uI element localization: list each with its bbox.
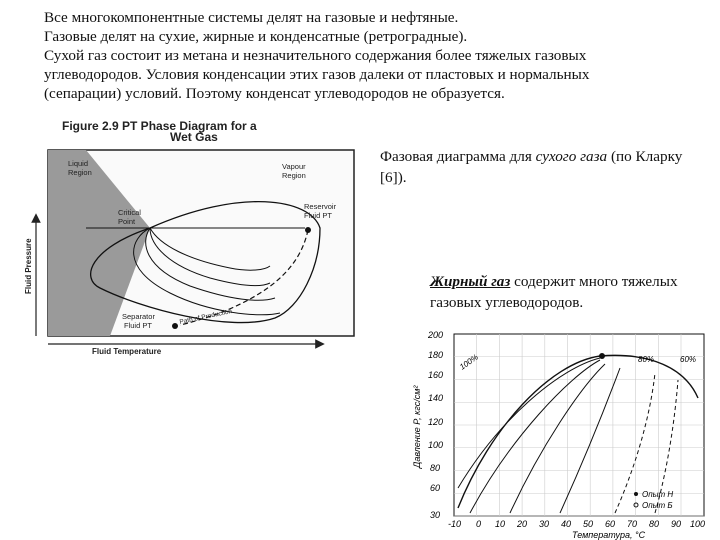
intro-line: (сепарации) условий. Поэтому конденсат углеводородов не образуется. bbox=[44, 85, 505, 102]
x-tick: 30 bbox=[539, 519, 550, 529]
caption-text: содержит много тяжелых газовых углеводородов. bbox=[430, 273, 678, 311]
x-tick: 60 bbox=[605, 519, 616, 529]
curve-label: 100% bbox=[457, 352, 480, 372]
x-tick: 50 bbox=[583, 519, 594, 529]
legend-entry: Опыт Н bbox=[642, 490, 674, 499]
vapour-region-label: Vapour bbox=[282, 162, 306, 171]
y-tick: 180 bbox=[428, 350, 444, 360]
y-tick: 80 bbox=[430, 463, 441, 473]
intro-line: углеводородов. Условия конденсации этих газов далеки от пластовых и нормальных bbox=[44, 66, 590, 83]
x-tick: 80 bbox=[649, 519, 660, 529]
caption-term: сухого газа bbox=[535, 148, 608, 165]
critical-point bbox=[599, 353, 605, 359]
reservoir-point-label: Reservoir bbox=[304, 202, 337, 211]
y-tick: 60 bbox=[430, 483, 441, 493]
x-tick: 70 bbox=[627, 519, 638, 529]
y-tick: 160 bbox=[428, 370, 444, 380]
pt-phase-diagram bbox=[20, 118, 370, 358]
wet-gas-diagram bbox=[400, 328, 718, 540]
separator-point-label: Separator bbox=[122, 312, 155, 321]
y-tick: 140 bbox=[428, 393, 444, 403]
x-tick: 10 bbox=[495, 519, 506, 529]
y-axis-label: Давление P, кгс/см² bbox=[412, 385, 422, 468]
caption-text: (по Кларку [6]). bbox=[380, 148, 683, 186]
legend-marker bbox=[634, 492, 638, 496]
caption-text: Фазовая диаграмма для bbox=[380, 148, 536, 165]
reservoir-point-label: Fluid PT bbox=[304, 211, 332, 220]
caption-term: Жирный газ bbox=[430, 273, 511, 290]
intro-line: Газовые делят на сухие, жирные и конденсатные (ретроградные). bbox=[44, 28, 468, 45]
x-axis-label: Температура, °C bbox=[572, 530, 646, 540]
liquid-region-label: Region bbox=[68, 168, 92, 177]
y-tick: 30 bbox=[430, 510, 441, 520]
caption-wet-gas bbox=[430, 271, 715, 313]
curve-label: 60% bbox=[680, 355, 697, 364]
x-tick: 100 bbox=[690, 519, 706, 529]
x-tick: 0 bbox=[476, 519, 482, 529]
caption-dry-gas bbox=[380, 146, 710, 188]
reservoir-point bbox=[305, 227, 311, 233]
production-path-label: Path of Production bbox=[178, 307, 233, 326]
x-axis-label: Fluid Temperature bbox=[92, 347, 162, 356]
y-tick: 100 bbox=[428, 440, 444, 450]
separator-point-label: Fluid PT bbox=[124, 321, 152, 330]
intro-line: Все многокомпонентные системы делят на газовые и нефтяные. bbox=[44, 9, 459, 26]
x-tick: -10 bbox=[448, 519, 462, 529]
vapour-region-label: Region bbox=[282, 171, 306, 180]
y-tick: 120 bbox=[428, 417, 444, 427]
intro-line: Сухой газ состоит из метана и незначительного содержания более тяжелых газовых bbox=[44, 47, 587, 64]
y-tick: 200 bbox=[428, 330, 444, 340]
curve-label: 80% bbox=[638, 355, 655, 364]
legend-entry: Опыт Б bbox=[642, 501, 673, 510]
separator-point bbox=[172, 323, 178, 329]
figure-title-line1: Figure 2.9 PT Phase Diagram for a bbox=[62, 119, 257, 133]
figure-title-line2: Wet Gas bbox=[170, 130, 218, 144]
critical-point-label: Point bbox=[118, 217, 136, 226]
intro-paragraph bbox=[44, 8, 714, 103]
y-axis-label: Fluid Pressure bbox=[24, 238, 33, 294]
x-tick: 90 bbox=[671, 519, 682, 529]
liquid-region-label: Liquid bbox=[68, 159, 89, 168]
critical-point-label: Critical bbox=[118, 208, 141, 217]
x-tick: 20 bbox=[517, 519, 528, 529]
x-tick: 40 bbox=[561, 519, 572, 529]
